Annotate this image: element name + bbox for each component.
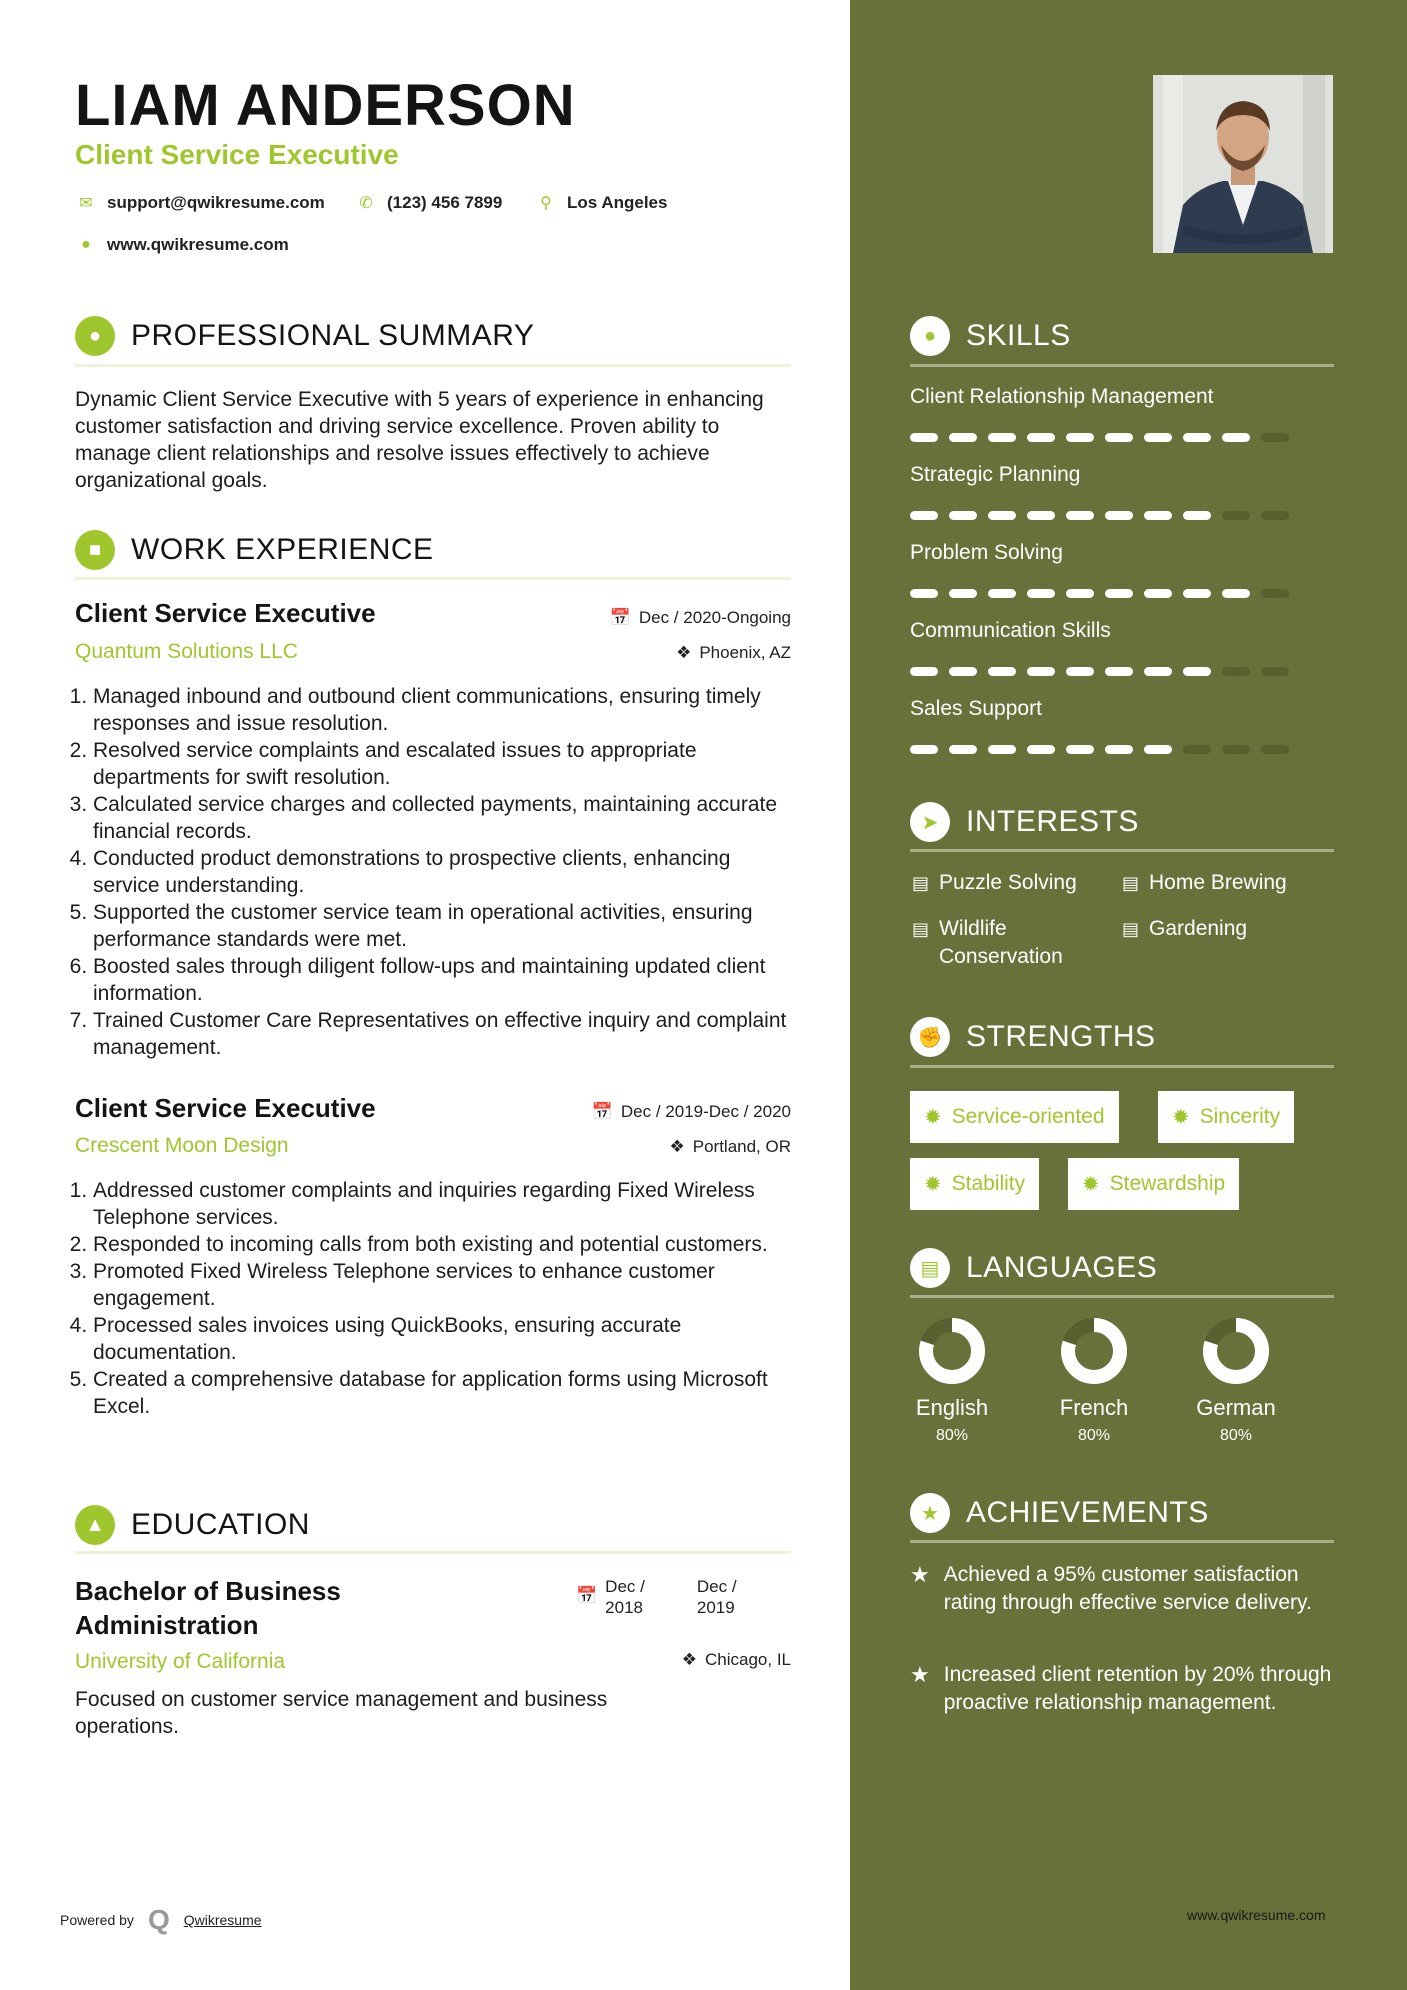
achievement-item [910,1561,1340,1617]
phone-icon: ✆ [359,195,373,212]
badge-icon: ✹ [924,1172,942,1196]
profile-photo [1153,75,1333,253]
skill-meter-segment [1222,511,1250,520]
interest-label: Puzzle Solving [939,871,1077,894]
skill-meter-segment [1027,667,1055,676]
paper-plane-icon: ➤ [910,802,950,842]
briefcase-icon: ■ [75,530,115,570]
phone-contact[interactable] [355,193,502,213]
pin-icon: ❖ [676,643,692,662]
languages-heading [910,1248,1157,1288]
achievement-text: Achieved a 95% customer satisfaction rating through effective service delivery. [943,1563,1312,1614]
skill-meter-segment [988,745,1016,754]
powered-by [60,1904,262,1936]
skill-meter-segment [910,589,938,598]
skill-meter-segment [1183,667,1211,676]
interest-label: Gardening [1149,917,1248,940]
skill-meter-segment [1144,667,1172,676]
phone-text: (123) 456 7899 [387,193,503,212]
skill-meter-segment [988,589,1016,598]
strength-chip [910,1091,1119,1143]
skill-item [910,697,1334,775]
language-item [905,1318,999,1445]
badge-icon: ✹ [1172,1105,1190,1129]
skill-meter-segment [1183,433,1211,442]
strengths-heading [910,1017,1156,1057]
fist-icon: ✊ [910,1017,950,1057]
end-date [697,1576,737,1618]
skill-meter-segment [949,511,977,520]
powered-by-text: Powered by [60,1912,134,1928]
skill-meter-segment [910,511,938,520]
skill-meter-segment [910,433,938,442]
skill-meter-segment [1222,589,1250,598]
skill-meter-segment [1105,589,1133,598]
list-item: 7. Trained Customer Care Representatives on effective inquiry and complaint management. [93,1007,791,1061]
skill-meter-segment [1105,511,1133,520]
skill-name: Communication Skills [910,619,1111,642]
skill-meter-segment [1222,667,1250,676]
job-1-location-text: Phoenix, AZ [699,643,791,662]
skill-meter-segment [949,667,977,676]
user-icon: ● [75,316,115,356]
skill-meter-segment [1261,511,1289,520]
interest-item [1122,915,1247,943]
interests-rule [910,849,1334,852]
degree-line-2: Administration [75,1610,259,1640]
skill-meter-segment [1144,589,1172,598]
skill-meter-segment [1144,745,1172,754]
education-dates [576,1576,737,1618]
skill-name: Client Relationship Management [910,385,1214,408]
skills-rule [910,364,1334,367]
language-percent: 80% [1219,1427,1253,1444]
skill-meter-segment [1066,433,1094,442]
shooting-star-icon: ★ [910,1662,930,1687]
website-contact[interactable] [75,235,289,255]
skill-meter-segment [949,433,977,442]
footer-website[interactable]: www.qwikresume.com [1187,1907,1326,1923]
education-heading-text: EDUCATION [131,1508,310,1541]
skill-meter-segment [1183,589,1211,598]
language-name: English [915,1395,989,1420]
strength-label: Service-oriented [951,1105,1105,1128]
language-name: French [1059,1395,1129,1420]
skill-meter [910,667,1334,676]
skills-heading [910,316,1071,356]
qwikresume-logo-icon: Q [147,1904,170,1935]
list-item: 3. Promoted Fixed Wireless Telephone services to enhance customer engagement. [93,1258,791,1312]
job-1-company: Quantum Solutions LLC [75,640,298,663]
envelope-icon: ✉ [79,195,93,212]
experience-heading-text: WORK EXPERIENCE [131,533,434,566]
strength-chip [910,1158,1039,1210]
strengths-rule [910,1065,1334,1068]
skill-meter-segment [1144,511,1172,520]
job-2-dates-text: Dec / 2019-Dec / 2020 [620,1102,791,1121]
skill-meter-segment [1261,589,1289,598]
list-item: 6. Boosted sales through diligent follow-ups and maintaining updated client information. [93,953,791,1007]
skill-meter-segment [988,511,1016,520]
skill-name: Strategic Planning [910,463,1081,486]
strength-label: Stewardship [1109,1172,1226,1195]
job-2-dates [592,1102,791,1122]
education-location [682,1650,791,1670]
interests-heading-text: INTERESTS [966,805,1139,838]
language-gauge [1061,1318,1127,1384]
job-2-bullets [75,1177,791,1420]
languages-heading-text: LANGUAGES [966,1251,1158,1284]
skill-meter-segment [1066,745,1094,754]
degree [75,1574,341,1642]
globe-icon: ● [81,236,91,253]
list-item: 1. Addressed customer complaints and inquiries regarding Fixed Wireless Telephone services. [93,1177,791,1231]
summary-heading [75,316,534,356]
summary-text: Dynamic Client Service Executive with 5 years of experience in enhancing customer satisfaction and driving service excellence. Proven ability to manage client relationships and resolve issues effectively to achieve organizational goals. [75,388,764,492]
id-card-icon: ▤ [910,1248,950,1288]
education-rule [75,1551,791,1554]
pin-icon: ❖ [669,1137,685,1156]
job-2-location-text: Portland, OR [692,1137,791,1156]
skill-meter-segment [1261,433,1289,442]
school: University of California [75,1650,286,1673]
language-percent: 80% [1077,1427,1111,1444]
start-date-year: 2018 [605,1598,643,1617]
start-date-month: Dec / [605,1577,645,1596]
skill-meter-segment [1027,745,1055,754]
skill-meter-segment [1222,433,1250,442]
education-description: Focused on customer service management and business operations. [75,1688,608,1738]
interest-label: Wildlife Conservation [939,917,1063,968]
achievements-heading [910,1493,1209,1533]
list-item: 2. Resolved service complaints and escalated issues to appropriate departments for swift resolution. [93,737,791,791]
skill-meter-segment [1261,667,1289,676]
skill-meter-segment [949,745,977,754]
map-pin-icon: ⚲ [540,195,552,212]
skills-list [910,385,1334,775]
skill-meter-segment [1066,589,1094,598]
candidate-name: LIAM ANDERSON [75,73,576,138]
calendar-icon: 📅 [609,608,631,627]
language-item [1189,1318,1283,1445]
skill-meter-segment [1027,589,1055,598]
skill-meter-segment [1066,511,1094,520]
calendar-icon: 📅 [576,1586,598,1605]
achievement-item [910,1661,1340,1717]
end-date-year: 2019 [696,1598,735,1617]
degree-line-1: Bachelor of Business [75,1576,341,1606]
skill-meter-segment [1105,667,1133,676]
strengths-heading-text: STRENGTHS [966,1020,1156,1053]
skill-item [910,385,1334,463]
graduation-icon: ▲ [75,1505,115,1545]
list-item: 1. Managed inbound and outbound client communications, ensuring timely responses and issue resolution. [93,683,791,737]
skill-meter [910,589,1334,598]
book-icon: ▤ [1122,919,1140,939]
skill-meter-segment [1222,745,1250,754]
email-contact[interactable] [75,193,325,213]
achievement-text: Increased client retention by 20% through proactive relationship management. [943,1663,1332,1714]
interest-item [912,869,1077,897]
lightbulb-icon: ● [910,316,950,356]
strength-label: Sincerity [1199,1105,1281,1128]
list-item: 5. Supported the customer service team in operational activities, ensuring performance standards were met. [93,899,791,953]
skill-meter-segment [1027,433,1055,442]
skill-meter-segment [1105,745,1133,754]
job-1-location [676,643,791,663]
skill-meter-segment [1105,433,1133,442]
strength-chip [1158,1091,1294,1143]
star-icon: ★ [910,1493,950,1533]
skill-meter-segment [910,745,938,754]
skill-meter-segment [1066,667,1094,676]
skills-heading-text: SKILLS [966,319,1071,352]
skill-meter-segment [1144,433,1172,442]
summary-heading-text: PROFESSIONAL SUMMARY [131,319,535,352]
book-icon: ▤ [912,919,930,939]
list-item: 2. Responded to incoming calls from both existing and potential customers. [93,1231,791,1258]
strength-chip [1068,1158,1239,1210]
language-gauge [1203,1318,1269,1384]
education-heading [75,1505,310,1545]
job-1-dates [610,608,791,628]
interest-label: Home Brewing [1149,871,1287,894]
job-2-company: Crescent Moon Design [75,1134,289,1157]
skill-meter-segment [988,433,1016,442]
skill-meter-segment [988,667,1016,676]
end-date-month: Dec / [696,1577,737,1596]
shooting-star-icon: ★ [910,1562,930,1587]
skill-name: Sales Support [910,697,1042,720]
achievements-heading-text: ACHIEVEMENTS [966,1496,1209,1529]
website-text: www.qwikresume.com [107,235,289,254]
book-icon: ▤ [1122,873,1140,893]
list-item: 3. Calculated service charges and collected payments, maintaining accurate financial records. [93,791,791,845]
languages-list [905,1318,1283,1445]
skill-meter [910,511,1334,520]
email-text: support@qwikresume.com [107,193,325,212]
badge-icon: ✹ [924,1105,942,1129]
job-1-title: Client Service Executive [75,598,376,628]
achievements-rule [910,1540,1334,1543]
skill-meter-segment [910,667,938,676]
job-2-title: Client Service Executive [75,1093,376,1123]
skill-name: Problem Solving [910,541,1063,564]
job-2-location [669,1137,791,1157]
skill-meter-segment [1183,745,1211,754]
skill-item [910,463,1334,541]
skill-item [910,619,1334,697]
list-item: 4. Processed sales invoices using QuickBooks, ensuring accurate documentation. [93,1312,791,1366]
candidate-title: Client Service Executive [75,139,399,170]
job-1-bullets [75,683,791,1061]
book-icon: ▤ [912,873,930,893]
strength-label: Stability [951,1172,1026,1195]
language-percent: 80% [935,1427,969,1444]
skill-item [910,541,1334,619]
location-contact [535,193,667,213]
interests-heading [910,802,1139,842]
experience-rule [75,577,791,580]
summary-rule [75,364,791,367]
list-item: 4. Conducted product demonstrations to prospective clients, enhancing service understanding. [93,845,791,899]
skill-meter [910,433,1334,442]
pin-icon: ❖ [681,1650,697,1669]
interest-item [912,915,1102,971]
badge-icon: ✹ [1082,1172,1100,1196]
interest-item [1122,869,1287,897]
skill-meter-segment [1261,745,1289,754]
start-date [605,1576,645,1618]
skill-meter-segment [949,589,977,598]
job-1-dates-text: Dec / 2020-Ongoing [638,608,791,627]
education-location-text: Chicago, IL [705,1650,791,1669]
language-name: German [1196,1395,1276,1420]
skill-meter [910,745,1334,754]
skill-meter-segment [1183,511,1211,520]
language-item [1047,1318,1141,1445]
location-text: Los Angeles [567,193,668,212]
skill-meter-segment [1027,511,1055,520]
qwikresume-link[interactable]: Qwikresume [183,1912,262,1928]
language-gauge [919,1318,985,1384]
calendar-icon: 📅 [591,1102,613,1121]
list-item: 5. Created a comprehensive database for application forms using Microsoft Excel. [93,1366,791,1420]
languages-rule [910,1295,1334,1298]
experience-heading [75,530,434,570]
